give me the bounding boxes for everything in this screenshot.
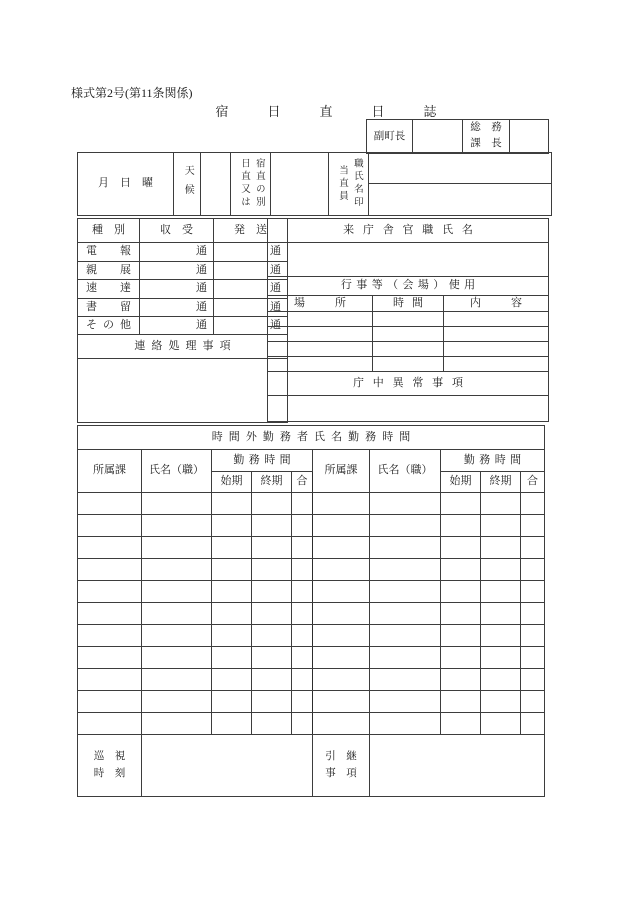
form-number-label: 様式第2号(第11条関係)	[71, 86, 193, 100]
overtime-entry-row	[78, 537, 545, 559]
overtime-header-row-1	[78, 450, 545, 472]
mail-row-other: その他 通 通	[78, 317, 288, 335]
date-weekday-label: 月 日 曜	[78, 153, 174, 216]
approval-stamp-table	[366, 119, 549, 154]
events-header: 行事等（会場）使用	[268, 277, 549, 296]
abnormal-matters-header: 庁中異常事項	[268, 372, 549, 396]
contact-notes-header: 連絡処理事項	[78, 335, 288, 359]
start-header-left: 始期	[212, 472, 252, 493]
events-place-header: 場所	[268, 296, 373, 312]
end-header-left: 終期	[252, 472, 292, 493]
dept-header-left: 所属課	[78, 450, 142, 493]
overtime-entry-row	[78, 559, 545, 581]
duty-member-entry-row-2	[369, 184, 551, 215]
weather-entry-cell	[201, 153, 231, 216]
duty-type-entry-cell	[271, 153, 329, 216]
events-entry-row	[268, 312, 549, 327]
duty-member-label: 当直員 職氏名印	[329, 153, 369, 216]
events-time-header: 時間	[373, 296, 444, 312]
deputy-mayor-label: 副町長	[367, 120, 413, 154]
footer-row	[78, 735, 545, 797]
duty-member-entry-cells	[369, 153, 552, 216]
abnormal-matters-entry-area	[268, 396, 549, 422]
events-entry-row	[268, 327, 549, 342]
name-header-right: 氏名（職）	[370, 450, 441, 493]
overtime-title: 時間外勤務者氏名勤務時間	[78, 426, 545, 450]
hours-header-left: 勤務時間	[212, 450, 313, 472]
start-header-right: 始期	[441, 472, 481, 493]
mail-row-confidential: 親 展 通 通	[78, 262, 288, 280]
overtime-entry-row	[78, 669, 545, 691]
weather-label: 天候	[174, 153, 201, 216]
events-columns-row	[268, 296, 549, 312]
overtime-entry-row	[78, 625, 545, 647]
patrol-time-entry-area	[142, 735, 313, 797]
mail-sent-header: 発 送	[214, 219, 288, 243]
hours-header-right: 勤務時間	[441, 450, 545, 472]
deputy-mayor-stamp-cell	[413, 120, 463, 154]
visitors-entry-area	[268, 243, 549, 277]
name-header-left: 氏名（職）	[142, 450, 212, 493]
mail-header-row	[78, 219, 288, 243]
overtime-entry-row	[78, 713, 545, 735]
duty-info-table	[77, 152, 552, 216]
total-header-right: 合	[521, 472, 545, 493]
overtime-body	[78, 493, 545, 735]
events-entry-row	[268, 357, 549, 372]
patrol-time-label: 巡 視 時 刻	[78, 735, 142, 797]
duty-type-label: 日直又は 宿直の別	[231, 153, 271, 216]
overtime-entry-row	[78, 603, 545, 625]
duty-member-entry-row-1	[369, 153, 551, 184]
handover-label: 引 継 事 項	[313, 735, 370, 797]
mail-row-telegram: 電 報 通 通	[78, 243, 288, 262]
events-content-header: 内容	[444, 296, 549, 312]
general-affairs-stamp-cell	[510, 120, 549, 154]
overtime-table	[77, 425, 545, 797]
mail-received-header: 収 受	[140, 219, 214, 243]
overtime-entry-row	[78, 647, 545, 669]
handover-entry-area	[370, 735, 545, 797]
events-entry-row	[268, 342, 549, 357]
contact-notes-entry-area	[78, 359, 288, 423]
mail-row-registered: 書 留 通 通	[78, 299, 288, 317]
page-title: 宿日直日誌	[215, 104, 476, 119]
mail-type-header: 種 別	[78, 219, 140, 243]
mail-table	[77, 218, 288, 423]
general-affairs-chief-label: 総 務 課 長	[463, 120, 510, 154]
dept-header-right: 所属課	[313, 450, 370, 493]
mail-row-express: 速 達 通 通	[78, 280, 288, 299]
overtime-entry-row	[78, 493, 545, 515]
overtime-entry-row	[78, 581, 545, 603]
overtime-entry-row	[78, 515, 545, 537]
visitors-events-table	[267, 218, 549, 422]
end-header-right: 終期	[481, 472, 521, 493]
overtime-entry-row	[78, 691, 545, 713]
visitors-header: 来庁舎官職氏名	[268, 219, 549, 243]
total-header-left: 合	[292, 472, 313, 493]
